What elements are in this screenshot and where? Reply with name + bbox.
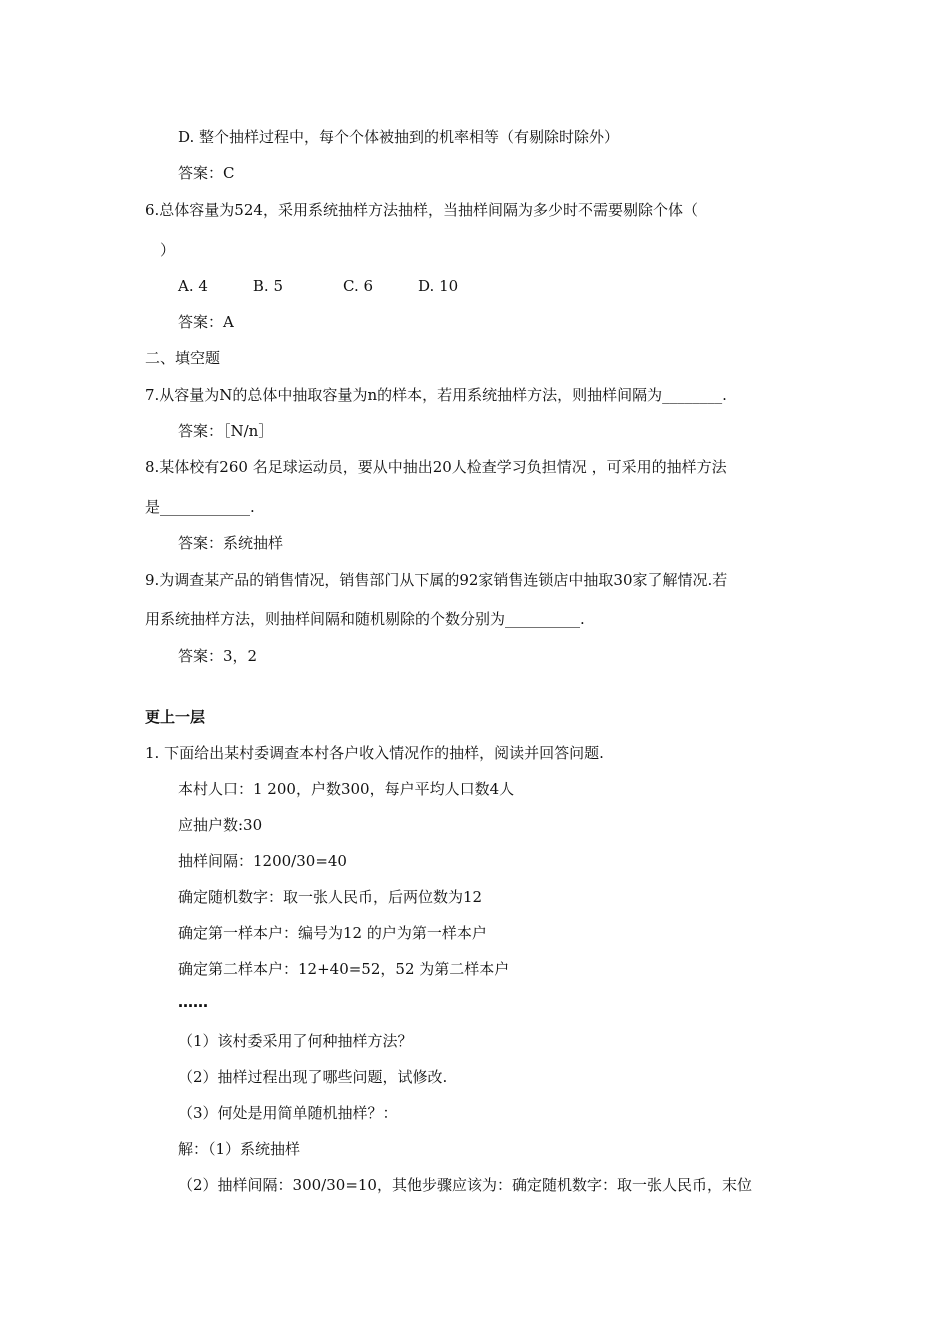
sub-question-1: （1）该村委采用了何种抽样方法？ <box>178 1032 413 1050</box>
answer-6: 答案：A <box>178 313 234 331</box>
sub-question-3: （3）何处是用简单随机抽样？： <box>178 1104 398 1122</box>
question-6-paren: ） <box>160 241 176 259</box>
question-8-cont: 是____________. <box>145 498 255 516</box>
answer-5: 答案：C <box>178 164 235 182</box>
sub-question-2: （2）抽样过程出现了哪些问题，试修改. <box>178 1068 448 1086</box>
info-first-sample: 确定第一样本户：编号为12 的户为第一样本户 <box>178 924 487 942</box>
info-random-number: 确定随机数字：取一张人民币，后两位数为12 <box>178 888 483 906</box>
question-7: 7.从容量为N的总体中抽取容量为n的样本，若用系统抽样方法，则抽样间隔为________. <box>145 386 727 404</box>
question-9-cont: 用系统抽样方法，则抽样间隔和随机剔除的个数分别为__________. <box>145 610 585 628</box>
question-6: 6.总体容量为524，采用系统抽样方法抽样，当抽样间隔为多少时不需要剔除个体（ <box>145 201 698 219</box>
solution-2: （2）抽样间隔：300/30=10，其他步骤应该为：确定随机数字：取一张人民币，末位 <box>178 1176 752 1194</box>
info-interval: 抽样间隔：1200/30=40 <box>178 852 347 870</box>
section-heading: 二、填空题 <box>145 349 221 367</box>
info-population: 本村人口：1 200，户数300，每户平均人口数4人 <box>178 780 515 798</box>
question-6-options: A. 4 B. 5 C. 6 D. 10 <box>178 277 459 295</box>
solution-1: 解：（1）系统抽样 <box>178 1140 301 1158</box>
advanced-heading: 更上一层 <box>145 708 206 726</box>
ellipsis: …… <box>178 993 208 1011</box>
info-sample-size: 应抽户数:30 <box>178 816 263 834</box>
answer-7: 答案：［N/n］ <box>178 422 274 440</box>
info-second-sample: 确定第二样本户：12+40=52，52 为第二样本户 <box>178 960 510 978</box>
answer-8: 答案：系统抽样 <box>178 534 284 552</box>
question-9: 9.为调查某产品的销售情况，销售部门从下属的92家销售连锁店中抽取30家了解情况.若 <box>145 571 728 589</box>
question-8: 8.某体校有260 名足球运动员，要从中抽出20人检查学习负担情况 ，可采用的抽样方法 <box>145 458 727 476</box>
option-d: D. 整个抽样过程中，每个个体被抽到的机率相等（有剔除时除外） <box>178 128 620 146</box>
answer-9: 答案：3，2 <box>178 647 258 665</box>
problem-1: 1. 下面给出某村委调查本村各户收入情况作的抽样，阅读并回答问题. <box>145 744 604 762</box>
